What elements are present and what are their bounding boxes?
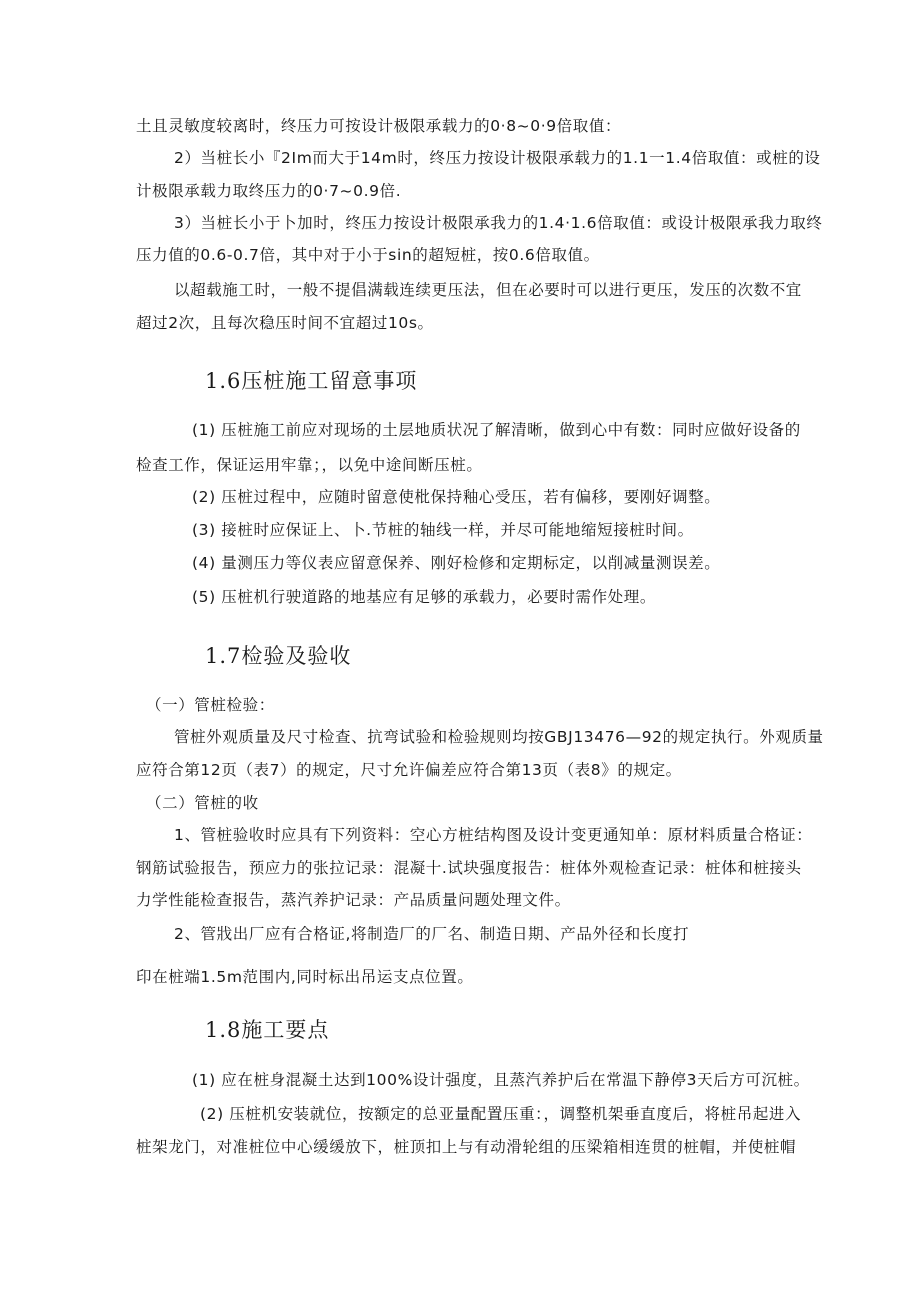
paragraph-line: 2、管戕出厂应有合格证,将制造厂的厂名、制造日期、产品外径和长度打 bbox=[174, 925, 690, 943]
paragraph-line: 钢筋试验报告，预应力的张拉记录：混凝十.试块强度报告：桩体外观检查记录：桩体和桩接头 bbox=[136, 859, 802, 877]
paragraph-line: 印在桩端1.5m范围内,同时标出吊运支点位置。 bbox=[136, 968, 474, 986]
paragraph-line: 3）当桩长小于卜加时，终压力按设计极限承我力的1.4·1.6倍取值：或设计极限承我力取终 bbox=[174, 214, 823, 232]
section-heading-1-8: 1.8施工要点 bbox=[205, 1018, 330, 1042]
list-item: (5) 压桩机行驶道路的地基应有足够的承载力，必要时需作处理。 bbox=[192, 588, 656, 606]
list-item: (4) 量测压力等仪表应留意保养、刚好检修和定期标定，以削减量测误差。 bbox=[192, 554, 721, 572]
section-heading-1-7: 1.7检验及验收 bbox=[205, 644, 352, 668]
list-item: (1) 压桩施工前应对现场的土层地质状况了解清晰，做到心中有数：同时应做好设备的 bbox=[192, 421, 801, 439]
paragraph-line: 2）当桩长小『2Im而大于14m时，终压力按设计极限承载力的1.1一1.4倍取值：或桩的设 bbox=[174, 149, 821, 167]
list-item: (2) 压桩过程中，应随时留意使枇保持釉心受压，若有偏移，要刚好调整。 bbox=[192, 488, 721, 506]
paragraph-line: 土且灵敏度较离时，终压力可按设计极限承载力的0·8~0·9倍取值： bbox=[136, 117, 622, 135]
list-item-continuation: 桩架龙门，对准桩位中心缓缓放下，桩顶扣上与有动滑轮组的压梁箱相连贯的桩帽，并使桩帽 bbox=[136, 1138, 797, 1156]
section-heading-1-6: 1.6压桩施工留意事项 bbox=[205, 369, 418, 393]
paragraph-line: 1、管桩验收时应具有下列资料：空心方桩结构图及设计变更通知单：原材料质量合格证： bbox=[174, 826, 813, 844]
list-item: (2) 压桩机安装就位，按额定的总亚量配置压重：，调整机架垂直度后，将桩吊起进入 bbox=[200, 1105, 802, 1123]
paragraph-line: 应符合第12页（表7）的规定，尺寸允许偏差应符合第13页（表8》的规定。 bbox=[136, 761, 682, 779]
paragraph-line: 超过2次，且每次稳压时间不宜超过10s。 bbox=[136, 314, 434, 332]
paragraph-line: 压力值的0.6-0.7倍，其中对于小于sin的超短桩，按0.6倍取值。 bbox=[136, 246, 600, 264]
paragraph-line: 以超载施工时，一般不提倡满载连续更压法，但在必要时可以进行更压，发压的次数不宜 bbox=[174, 281, 802, 299]
paragraph-line: 计极限承载力取终压力的0·7~0.9倍. bbox=[136, 182, 402, 200]
list-item: (1) 应在桩身混凝土达到100%设计强度，且蒸汽养护后在常温下静停3天后方可沉桩。 bbox=[192, 1071, 810, 1089]
subsection-title: （一）管桩检验： bbox=[146, 696, 275, 714]
list-item: (3) 接桩时应保证上、卜.节桩的轴线一样，并尽可能地缩短接桩时间。 bbox=[192, 521, 694, 539]
subsection-title: （二）管桩的收 bbox=[146, 794, 259, 812]
list-item-continuation: 检查工作，保证运用牢靠；，以免中途间断压桩。 bbox=[136, 456, 483, 474]
paragraph-line: 力学性能检查报告，蒸汽养护记录：产品质量问题处理文件。 bbox=[136, 891, 571, 909]
paragraph-line: 管桩外观质量及尺寸检查、抗弯试验和检验规则均按GBJ13476—92的规定执行。外观质量 bbox=[174, 728, 824, 746]
